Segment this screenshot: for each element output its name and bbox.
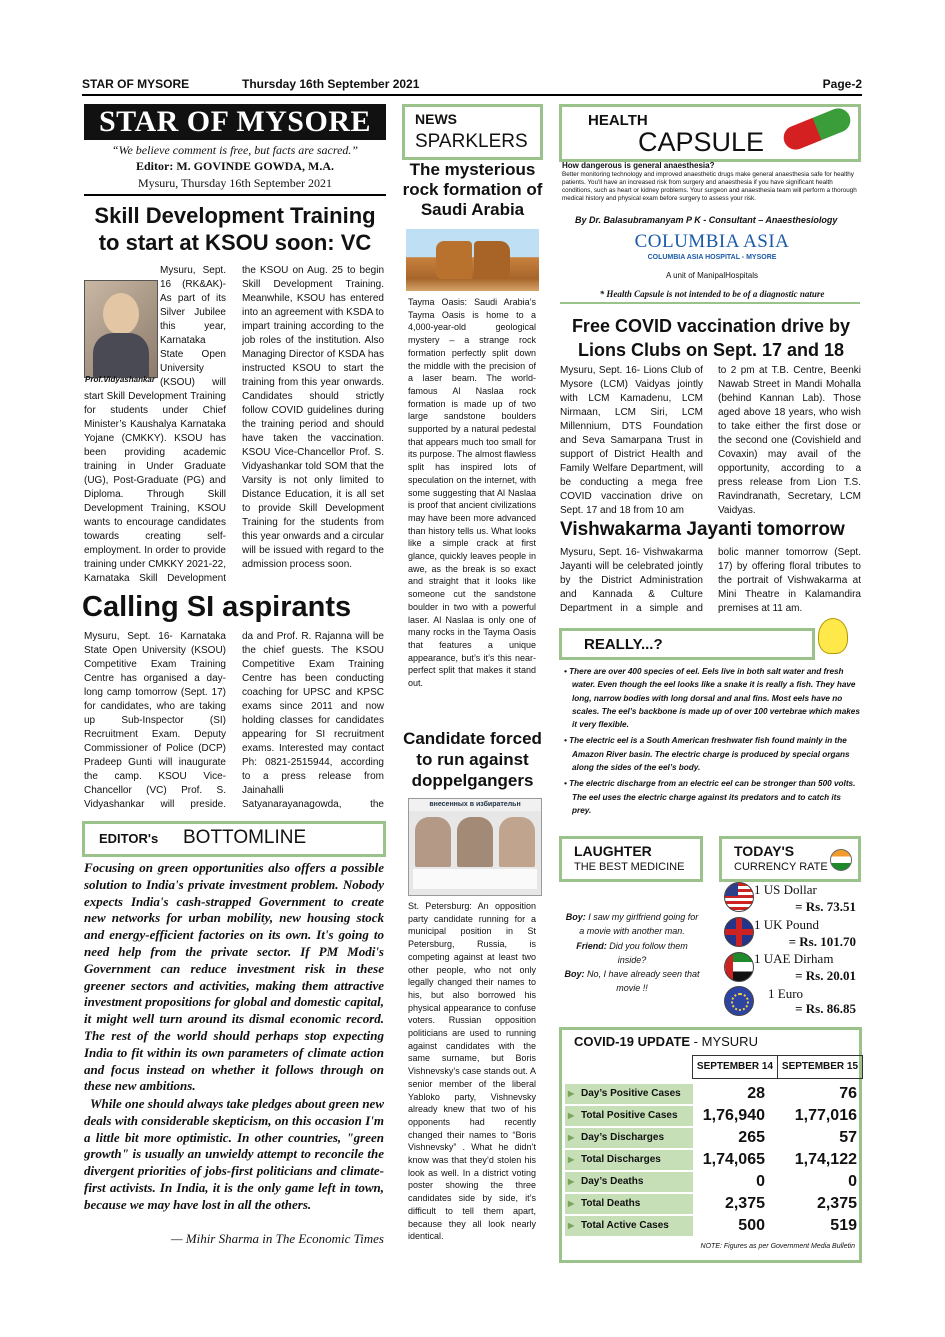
covid-value-sep15: 1,74,122	[794, 1151, 857, 1168]
skill-col1-text: Mysuru, Sept. 16 (RK&AK)- As part of its Silver Jubilee this year, Karnataka State Open University (KSOU) will start Skill Development Training for students under Chief Minister’s Kaushalya Karnataka Yojane (CMKKY). KSOU has been providing academic training in Under Graduate (UG), Post-Graduate (PG) and Diploma. Through Skill Development Training, KSOU wants to encourage candidates towards creating self-employment. In order to provide training under CMKKY 2021-22, Karnataka Skill Development	[84, 265, 226, 584]
si-headline: Calling SI aspirants	[82, 591, 352, 623]
covid-row	[565, 1106, 862, 1128]
rock-headline: The mysterious rock formation of Saudi Arabia	[402, 160, 543, 219]
covid-value-sep14: 0	[756, 1173, 765, 1190]
covid-row	[565, 1128, 862, 1150]
doppelganger-headline: Candidate forced to run against doppelgangers	[403, 729, 542, 790]
currency-list	[718, 880, 862, 1020]
laughter-joke	[562, 910, 702, 996]
currency-value: = Rs. 20.01	[795, 968, 856, 983]
currency-value: = Rs. 86.85	[795, 1001, 856, 1016]
covid-value-sep14: 265	[738, 1129, 765, 1146]
photo-caption: Prof.Vidyashankar	[85, 375, 155, 384]
covid-row	[565, 1150, 862, 1172]
sparklers-label-a: NEWS	[415, 111, 457, 127]
joke-text: No, I have already seen that movie !!	[584, 969, 700, 994]
rock-text: Tayma Oasis: Saudi Arabia’s Tayma Oasis is home to a 4,000-year-old geological mystery – a strange rock formation perfectly split down the middle with the precision of a laser beam. The world-famous Al Naslaa rock formation is made up of two large sandstone boulders supported by a natural pedestal that appears much too small for its purpose. The almost flawless split has inspired lots of speculation on the internet, with some suggesting that Al Naslaa is proof that ancient civilizations may have been more advanced than history tells us. What looks like a simple crack at first glance, quickly leaves people in awe, as the break is so exact and straight that it looks like someone cut the sandstone boulder in two with a powerful laser. Al Naslaa is only one of many rocks in the Tayma Oasis that features a unique appearance, but’s it’s this near-perfect split that makes it stand out.	[408, 297, 536, 689]
covid-row-label: ▶ Total Positive Cases	[565, 1106, 693, 1126]
divider	[560, 302, 860, 304]
hospital-name: COLUMBIA ASIA HOSPITAL - MYSORE	[647, 254, 777, 261]
really-item: • There are over 400 species of eel. Eels live in both salt water and fresh water. Even though the eel looks like a snake it is really a fish. They have long, narrow bodies with long dorsal and anal fins. Most eels have no scales. The eel’s backbone is made up of over 100 vertebrae which makes it very flexible.	[564, 667, 860, 730]
bottomline-label-a: EDITOR's	[99, 831, 159, 846]
covid-row	[565, 1084, 862, 1106]
capsule-icon	[780, 105, 854, 153]
really-item: • The electric discharge from an electric eel can be stronger than 500 volts. The eel uses the electric charge against its predators and to catch its prey.	[564, 779, 856, 815]
joke-text: I saw my girlfriend going for a movie with another man.	[579, 912, 699, 937]
masthead-editor: Editor: M. GOVINDE GOWDA, M.A.	[136, 159, 334, 173]
health-body: Better monitoring technology and improved anaesthetic drugs make general anaesthesia safe for healthy patients. You'll have an increased risk from surgery and anaesthesia if you have significant health conditions, such as heart or kidney problems. Your surgeon and anaesthesia team will perform a thorough medical history and physical exam before surgery to assess your risk.	[562, 171, 857, 202]
currency-name: 1 UAE Dirham	[754, 951, 834, 966]
currency-label-b: CURRENCY RATE	[734, 861, 828, 873]
issue-date: Thursday 16th September 2021	[242, 77, 420, 91]
covid-value-sep15: 57	[839, 1129, 857, 1146]
masthead-motto: “We believe comment is free, but facts are sacred.”	[111, 143, 359, 157]
health-label	[559, 104, 861, 162]
covid-value-sep15: 1,77,016	[794, 1107, 857, 1124]
sparklers-label-b: SPARKLERS	[415, 131, 528, 152]
si-col1: Mysuru, Sept. 16- Karnataka State Open University (KSOU) Competitive Exam Training Centre has organised a day-long camp tomorrow (Sept. 17) for candidates, who are taking up Sub-Inspector (SI) Recruitment Exam. Deputy Commissioner of Police (DCP) Pradeep Gunti will inaugurate the camp. KSOU Vice-Chancellor (VC) Prof. S. Vidyashankar will preside.	[84, 631, 226, 810]
covid-row-label: ▶ Day’s Discharges	[565, 1128, 693, 1148]
covid-row-label: ▶ Total Deaths	[565, 1194, 693, 1214]
covid-value-sep14: 500	[738, 1217, 765, 1234]
joke-speaker: Friend:	[576, 940, 607, 951]
bottomline-label-b: BOTTOMLINE	[183, 827, 307, 848]
covid-value-sep14: 1,74,065	[702, 1151, 765, 1168]
currency-name: 1 Euro	[768, 986, 804, 1001]
covid-row-label: ▶ Total Active Cases	[565, 1216, 693, 1236]
health-disclaimer: * Health Capsule is not intended to be of a diagnostic nature	[599, 289, 825, 299]
covid-row	[565, 1172, 862, 1194]
joke-line	[562, 967, 702, 996]
health-label-b: CAPSULE	[638, 127, 765, 157]
covid-value-sep14: 2,375	[724, 1195, 765, 1212]
covid-row-label: ▶ Day’s Deaths	[565, 1172, 693, 1192]
really-item-text: The electric eel is a South American freshwater fish found mainly in the Amazon River basin. The electric charge is produced by special organs along the sides of the eel’s body.	[569, 736, 850, 773]
skill-col1	[84, 264, 226, 586]
india-flag-icon	[830, 849, 852, 871]
bottomline-para1: Focusing on green opportunities also offers a possible solution to India's private investment problem. Nobody expects India's cash-strapped Government to create new networks for urban mobility, new housing stock and energy-efficient factories on its own. It's going to need help from the private sector. If PM Modi's Government can reduce investment risk in these greener sectors and activities, making them attractive investment propositions for global and domestic capital, it might well turn around its dismal economic record. The rest of the world should perhaps stop expecting India to fit within its own parameters of climate action and focus instead on whether it follows through on these new ambitions.	[84, 860, 384, 1094]
really-label	[559, 628, 815, 660]
us-flag-icon	[724, 882, 754, 912]
paper-name: STAR OF MYSORE	[82, 77, 190, 91]
currency-label	[719, 836, 861, 882]
health-author: By Dr. Balasubramanyam P K - Consultant – Anaesthesiology	[575, 215, 838, 225]
laughter-label-a: LAUGHTER	[574, 843, 652, 859]
joke-line	[562, 910, 702, 939]
bottomline-label	[82, 821, 386, 857]
covid-col-sep14: SEPTEMBER 14	[692, 1055, 778, 1079]
vaccination-col1: Mysuru, Sept. 16- Lions Club of Mysore (LCM) Vaidyas jointly with LCM Kamadenu, LCM Nirmaan, LCM Siri, LCM Millennium, DTS Foundation and Seva Samarpana Trust in support of District Health and Family Welfare Department, will be conducting a mega free COVID vaccination drive on Sept. 17 and 18 from 10 am	[560, 365, 703, 516]
covid-row	[565, 1216, 862, 1238]
skill-col2: the KSOU on Aug. 25 to begin Skill Development Training. Meanwhile, KSOU has entered into an agreement with KSDA to impart training according to the job roles of the institution. Also Managing Director of KSDA has instructed KSOU to start the training from this year onwards. Candidates should strictly follow COVID guidelines during the training period and should have taken the vaccination. KSOU Vice-Chancellor Prof. S. Vidyashankar told SOM that the Varsity is not only limited to Distance Education, it is all set to provide Skill Development Training for the students from this year onwards and a circular will be issued with regard to the admission process soon.	[242, 265, 384, 570]
laughter-label-b: THE BEST MEDICINE	[574, 861, 685, 873]
covid-col-sep15: SEPTEMBER 15	[777, 1055, 863, 1079]
currency-name: 1 UK Pound	[754, 917, 820, 932]
really-item: • The electric eel is a South American freshwater fish found mainly in the Amazon River basin. The electric charge is produced by special organs along the sides of the eel’s body.	[564, 736, 850, 773]
covid-value-sep14: 28	[747, 1085, 765, 1102]
uae-flag-icon	[724, 952, 754, 982]
covid-value-sep14: 1,76,940	[702, 1107, 765, 1124]
currency-label-a: TODAY'S	[734, 843, 795, 859]
really-label-text: REALLY...?	[584, 636, 663, 653]
masthead-dateline: Mysuru, Thursday 16th September 2021	[137, 176, 333, 190]
covid-row	[565, 1194, 862, 1216]
sparklers-label	[402, 104, 543, 160]
vishwakarma-col1: Mysuru, Sept. 16- Vishwakarma Jayanti will be celebrated jointly by the District Administration and Kannada & Culture Department in a simple and	[560, 547, 703, 614]
covid-title-a: COVID-19 UPDATE	[574, 1034, 691, 1049]
lightbulb-icon	[818, 618, 848, 654]
candidates-photo	[408, 798, 542, 896]
hospital-unit: A unit of ManipalHospitals	[665, 271, 759, 280]
joke-line	[562, 939, 702, 968]
currency-name: 1 US Dollar	[754, 882, 817, 897]
really-list	[562, 665, 862, 820]
bottomline-credit: — Mihir Sharma in The Economic Times	[170, 1231, 384, 1246]
covid-value-sep15: 2,375	[816, 1195, 857, 1212]
health-question: How dangerous is general anaesthesia?	[562, 161, 715, 170]
currency-value: = Rs. 73.51	[795, 899, 856, 914]
page-number: Page-2	[822, 77, 862, 91]
covid-note: NOTE: Figures as per Government Media Bulletin	[700, 1243, 855, 1250]
si-col2: da and Prof. R. Rajanna will be the chief guests. The KSOU Competitive Exam Training Centre has been conducting coaching for UPSC and KPSC exams since 2011 and now holding classes for candidates appearing for SI recruitment exams. Interested may contact Ph: 0821-2515944, according to a press release from Jainahalli Satyanarayanagowda, the	[242, 631, 384, 810]
covid-title	[574, 1034, 758, 1049]
currency-value: = Rs. 101.70	[788, 934, 856, 949]
covid-value-sep15: 519	[830, 1217, 857, 1234]
covid-value-sep15: 0	[848, 1173, 857, 1190]
uk-flag-icon	[724, 917, 754, 947]
rock-photo	[406, 229, 539, 291]
bottomline-para2: While one should always take pledges about green new deals with considerable skepticism, on this occasion I'm a little bit more optimistic. In other countries, "green growth" is usually an unwieldy attempt to reconcile the divergent priorities of jobs-first politicians and climate-first activists. In India, it is the only game left in town, because we may have lost in all the others.	[84, 1096, 384, 1212]
vishwakarma-headline: Vishwakarma Jayanti tomorrow	[560, 519, 845, 540]
vaccination-headline: Free COVID vaccination drive by Lions Clubs on Sept. 17 and 18	[571, 316, 851, 360]
covid-row-label: ▶ Day’s Positive Cases	[565, 1084, 693, 1104]
laughter-label	[559, 836, 703, 882]
covid-title-b: - MYSURU	[690, 1034, 758, 1049]
covid-value-sep15: 76	[839, 1085, 857, 1102]
joke-speaker: Boy:	[565, 912, 586, 922]
masthead-title: STAR OF MYSORE	[84, 104, 386, 140]
skill-headline: Skill Development Training to start at KSOU soon: VC	[94, 203, 376, 255]
health-label-a: HEALTH	[588, 112, 648, 129]
page-header	[82, 76, 862, 96]
poster-banner: внесенных в избирательн	[409, 799, 541, 811]
eu-flag-icon	[724, 986, 754, 1016]
covid-row-label: ▶ Total Discharges	[565, 1150, 693, 1170]
joke-speaker: Boy:	[564, 969, 585, 980]
joke-text: Did you follow them inside?	[606, 940, 688, 965]
vishwakarma-col2: bolic manner tomorrow (Sept. 17) by offering floral tributes to the portrait of Vishwakarma at Mini Theatre in Kalamandira premises at 11 am.	[718, 547, 861, 614]
really-item-text: The electric discharge from an electric eel can be stronger than 500 volts. The eel uses the electric charge against its predators and to catch its prey.	[569, 779, 856, 815]
really-item-text: There are over 400 species of eel. Eels live in both salt water and fresh water. Even though the eel looks like a snake it is really a fish. They have long, narrow bodies with long dorsal and anal fins. Most eels have no scales. The eel’s backbone is made up of over 100 vertebrae which makes it very flexible.	[569, 667, 860, 730]
vaccination-col2: to 2 pm at T.B. Centre, Beenki Nawab Street in Mandi Mohalla (behind Kannan Lab). Those aged above 18 years, who wish to take either the first dose or the second one (Covishield and Covaxin) may avail of the opportunity, according to a press release from Lion T.S. Ravindranath, Secretary, LCM Vaidyas.	[718, 365, 861, 516]
hospital-logo: COLUMBIA ASIA	[634, 231, 790, 252]
doppelganger-text: St. Petersburg: An opposition party candidate running for a municipal position in St Petersburg, Russia, is competing against at least two other people, who not only legally changed their names to his, but also borrowed his physical appearance to confuse voters. Russian opposition politicians are used to running against candidates with the same surname, but Boris Vishnevsky’s case stands out. A senior member of the liberal Yabloko party, Vishnevsky already knew that two of his opponents had recently changed their names to “Boris Vishnevsky” . What he didn’t know was that they’d stolen his look as well. In a district voting poster showing the three candidates side by side, it’s difficult to tell them apart, because they all look nearly identical.	[408, 901, 536, 1242]
divider	[84, 194, 386, 196]
